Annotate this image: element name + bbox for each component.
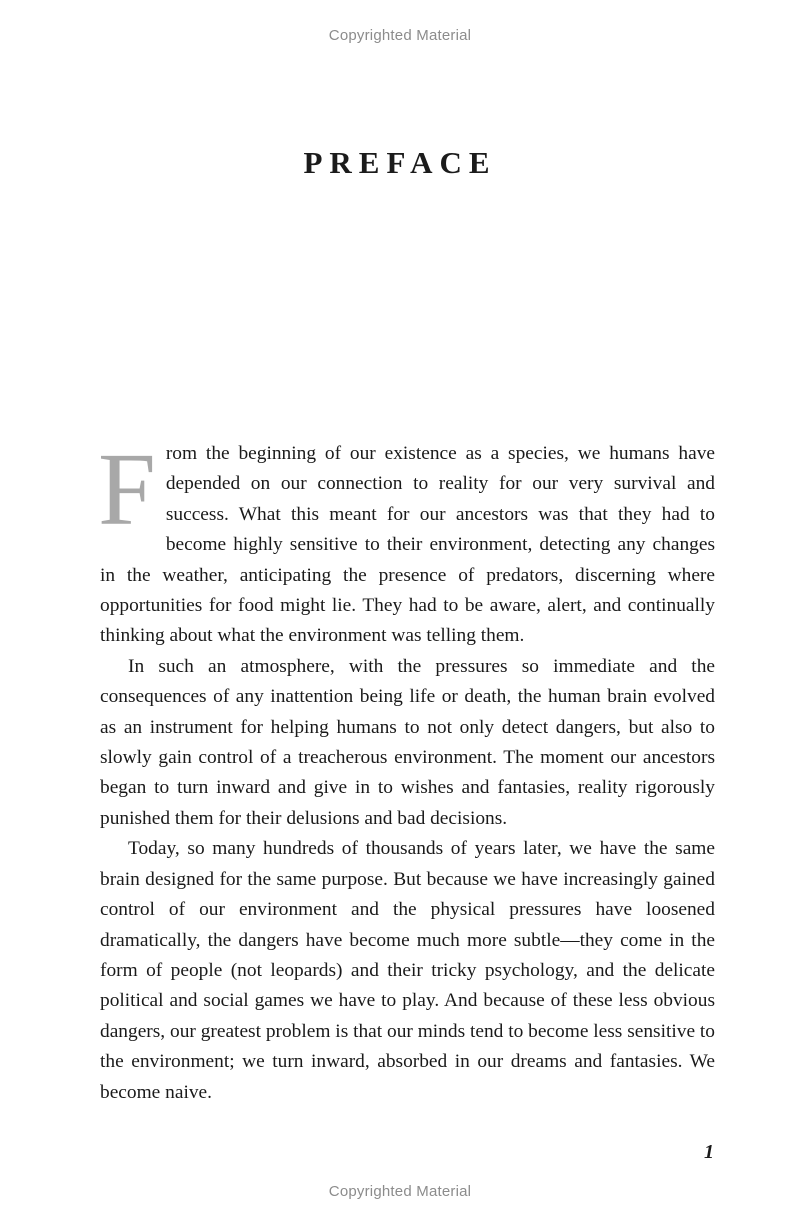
paragraph-1-text: rom the beginning of our existence as a species, we humans have depended on our connection to reality for our very survival and success. What this meant for our ancestors was that they had to become highly sensitive to their environment, detecting any changes in the weather, anticipating the presence of predators, discerning where opportunities for food might lie. They had to be aware, alert, and continually thinking about what the environment was telling them. <box>100 443 715 647</box>
paragraph-1 <box>98 432 715 652</box>
copyright-watermark-bottom: Copyrighted Material <box>328 1183 472 1200</box>
page-number: 1 <box>704 1141 714 1163</box>
copyright-watermark-top: Copyrighted Material <box>328 27 472 44</box>
page-title: PREFACE <box>303 144 497 180</box>
drop-cap: F <box>98 432 156 547</box>
body-text <box>98 432 715 1108</box>
paragraph-2: In such an atmosphere, with the pressures so immediate and the consequences of any inattention being life or death, the human brain evolved as an instrument for helping humans to not only detect dangers, but also to slowly gain control of a treacherous environment. The moment our ancestors began to turn inward and give in to wishes and fantasies, reality rigorously punished them for their delusions and bad decisions. <box>100 655 715 829</box>
paragraph-3: Today, so many hundreds of thousands of years later, we have the same brain designed for the same purpose. But because we have increasingly gained control of our environment and the physical pressures have loosened dramatically, the dangers have become much more subtle—they come in the form of people (not leopards) and their tricky psychology, and the delicate political and social games we have to play. And because of these less obvious dangers, our greatest problem is that our minds tend to become less sensitive to the environment; we turn inward, absorbed in our dreams and fantasies. We become naive. <box>100 838 715 1103</box>
